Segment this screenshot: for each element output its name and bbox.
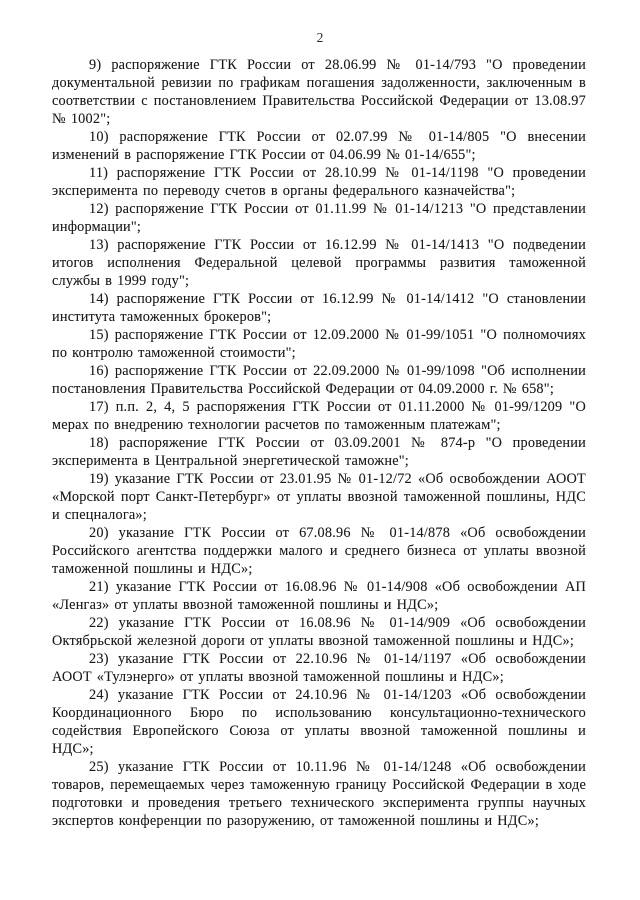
paragraph: 12) распоряжение ГТК России от 01.11.99 № 01-14/1213 "О представлении информации"; bbox=[52, 201, 586, 235]
document-body bbox=[52, 56, 586, 830]
paragraph: 22) указание ГТК России от 16.08.96 № 01-14/909 «Об освобождении Октябрьской железной дороги от уплаты ввозной таможенной пошлины и НДС»; bbox=[52, 615, 586, 649]
paragraph: 10) распоряжение ГТК России от 02.07.99 № 01-14/805 "О внесении изменений в распоряжение ГТК России от 04.06.99 № 01-14/655"; bbox=[52, 129, 586, 163]
paragraph: 9) распоряжение ГТК России от 28.06.99 № 01-14/793 "О проведении документальной ревизии по графикам погашения задолженности, заключенным в соответствии с постановлением Правительства Российской Федерации от 13.08.97 № 1002"; bbox=[52, 57, 586, 127]
paragraph: 18) распоряжение ГТК России от 03.09.2001 № 874-р "О проведении эксперимента в Центральной энергетической таможне"; bbox=[52, 435, 586, 469]
page-number: 2 bbox=[316, 30, 324, 45]
paragraph: 14) распоряжение ГТК России от 16.12.99 № 01-14/1412 "О становлении института таможенных брокеров"; bbox=[52, 291, 586, 325]
paragraph: 21) указание ГТК России от 16.08.96 № 01-14/908 «Об освобождении АП «Ленгаз» от уплаты ввозной таможенной пошлины и НДС»; bbox=[52, 579, 586, 613]
paragraph: 20) указание ГТК России от 67.08.96 № 01-14/878 «Об освобождении Российского агентства поддержки малого и среднего бизнеса от уплаты ввозной таможенной пошлины и НДС»; bbox=[52, 525, 586, 577]
paragraph: 19) указание ГТК России от 23.01.95 № 01-12/72 «Об освобождении АООТ «Морской порт Санкт-Петербург» от уплаты ввозной таможенной пошлины, НДС и спецналога»; bbox=[52, 471, 586, 523]
paragraph: 23) указание ГТК России от 22.10.96 № 01-14/1197 «Об освобождении АООТ «Тулэнерго» от уплаты ввозной таможенной пошлины и НДС»; bbox=[52, 651, 586, 685]
paragraph: 25) указание ГТК России от 10.11.96 № 01-14/1248 «Об освобождении товаров, перемещаемых через таможенную границу Российской Федерации в ходе подготовки и проведения третьего технического эксперимента группы научных экспертов конференции по разоружению, от таможенной пошлины и НДС»; bbox=[52, 759, 586, 829]
paragraph: 24) указание ГТК России от 24.10.96 № 01-14/1203 «Об освобождении Координационного Бюро по использованию консультационно-технического содействия Европейского Союза от уплаты ввозной таможенной пошлины и НДС»; bbox=[52, 687, 586, 757]
paragraph: 13) распоряжение ГТК России от 16.12.99 № 01-14/1413 "О подведении итогов исполнения Федеральной целевой программы развития таможенной службы в 1999 году"; bbox=[52, 237, 586, 289]
paragraph: 15) распоряжение ГТК России от 12.09.2000 № 01-99/1051 "О полномочиях по контролю таможенной стоимости"; bbox=[52, 327, 586, 361]
paragraph: 17) п.п. 2, 4, 5 распоряжения ГТК России от 01.11.2000 № 01-99/1209 "О мерах по внедрению технологии расчетов по таможенным платежам"; bbox=[52, 399, 586, 433]
paragraph: 11) распоряжение ГТК России от 28.10.99 № 01-14/1198 "О проведении эксперимента по переводу счетов в органы федерального казначейства"; bbox=[52, 165, 586, 199]
paragraph: 16) распоряжение ГТК России от 22.09.2000 № 01-99/1098 "Об исполнении постановления Правительства Российской Федерации от 04.09.2000 г. № 658"; bbox=[52, 363, 586, 397]
